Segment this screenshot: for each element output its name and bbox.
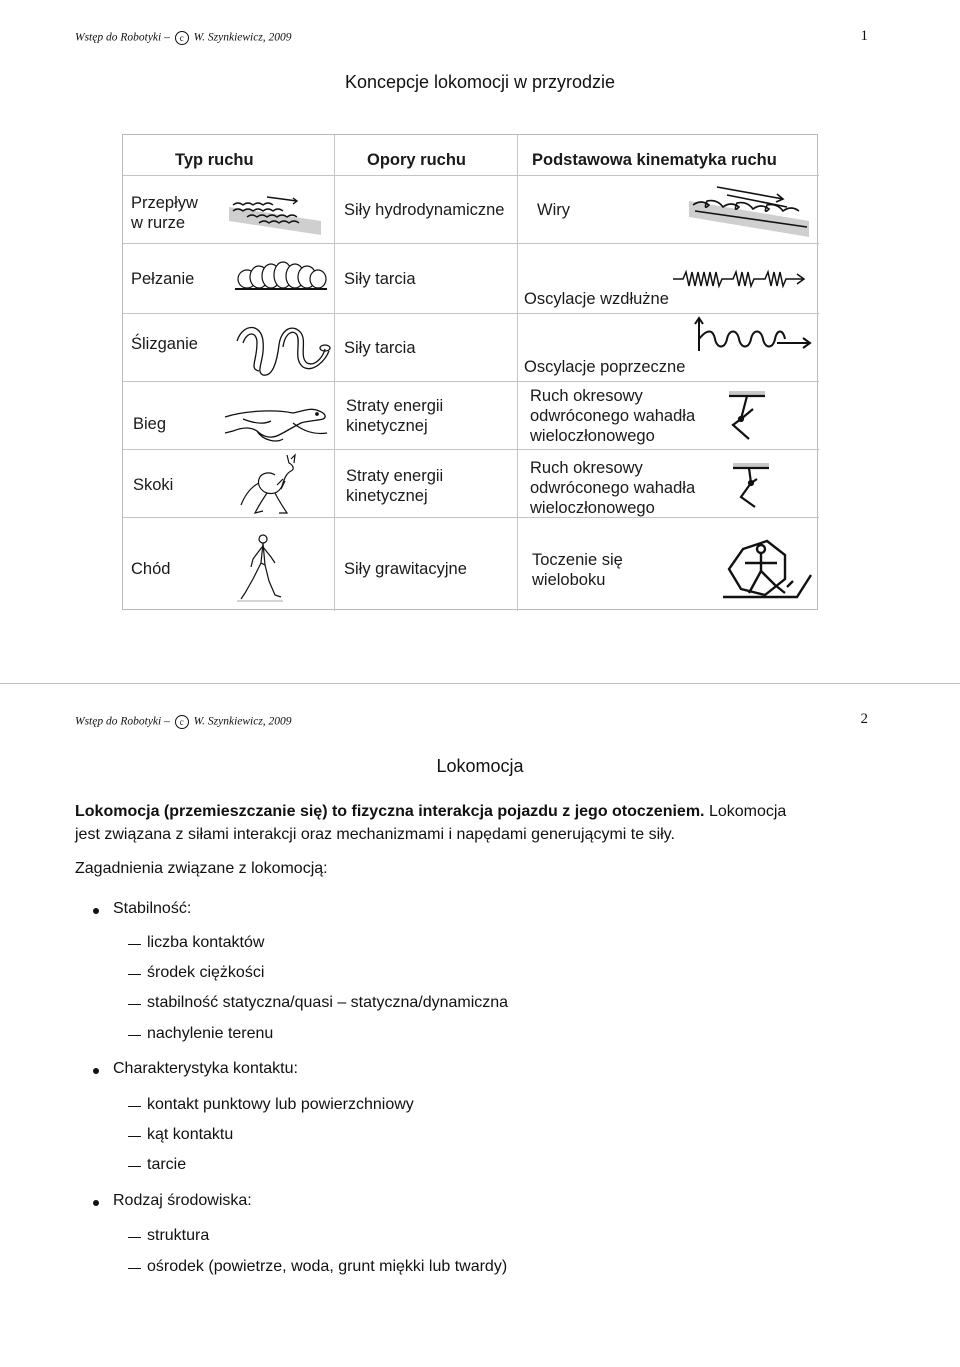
row-run-resistance	[346, 396, 443, 436]
row-flow-type	[131, 193, 198, 233]
header-motion-type: Typ ruchu	[175, 151, 254, 169]
kinematics-line: wieloczłonowego	[530, 427, 655, 445]
definition-bold: Lokomocja (przemieszczanie się) to fizyczna interakcja pojazdu z jego otoczeniem.	[75, 803, 705, 820]
copyright-icon: c	[175, 715, 189, 729]
item-text: kontakt punktowy lub powierzchniowy	[147, 1096, 414, 1113]
intro-paragraph	[75, 800, 875, 846]
inverted-pendulum-icon	[727, 389, 767, 445]
row-walk-kinematics	[532, 550, 623, 590]
section-label: Charakterystyka kontaktu:	[113, 1060, 298, 1077]
section-label: Rodzaj środowiska:	[113, 1192, 252, 1209]
row-run-kinematics	[530, 386, 695, 446]
item-text: nachylenie terenu	[147, 1025, 274, 1042]
jumping-kangaroo-icon	[239, 453, 305, 517]
running-cheetah-icon	[223, 405, 333, 445]
fish-school-icon	[227, 191, 323, 237]
list-item	[128, 1126, 233, 1144]
transverse-wave-icon	[691, 315, 813, 361]
row-crawl-type: Pełzanie	[131, 270, 195, 288]
row-walk-resistance: Siły grawitacyjne	[344, 560, 467, 578]
kinematics-line: Ruch okresowy	[530, 459, 643, 477]
intro-text: jest związana z siłami interakcji oraz mechanizmami i napędami generującymi te siły.	[75, 826, 675, 843]
row-flow-kinematics: Wiry	[537, 201, 570, 219]
item-text: ośrodek (powietrze, woda, grunt miękki lub twardy)	[147, 1258, 508, 1275]
row-jump-type: Skoki	[133, 476, 174, 494]
resistance-line: Straty energii	[346, 397, 444, 415]
list-item	[128, 1096, 414, 1114]
resistance-line: Straty energii	[346, 467, 444, 485]
list-item	[128, 1025, 273, 1043]
row-run-type: Bieg	[133, 415, 167, 433]
list-item	[128, 994, 508, 1012]
kinematics-line: Toczenie się	[532, 551, 623, 569]
kinematics-line: wieloboku	[532, 571, 606, 589]
section-bullet	[93, 900, 191, 918]
slide-2	[0, 684, 960, 1367]
row-crawl-kinematics: Oscylacje wzdłużne	[524, 290, 669, 308]
page-number: 2	[860, 711, 868, 727]
resistance-line: kinetycznej	[346, 487, 428, 505]
row-jump-resistance	[346, 466, 443, 506]
section-label: Stabilność:	[113, 900, 192, 917]
kinematics-line: odwróconego wahadła	[530, 407, 696, 425]
header-kinematics: Podstawowa kinematyka ruchu	[532, 151, 777, 169]
header-resistance: Opory ruchu	[367, 151, 467, 169]
copyright-icon: c	[175, 31, 189, 45]
row-slide-kinematics: Oscylacje poprzeczne	[524, 358, 686, 376]
inverted-pendulum-icon	[731, 461, 771, 511]
header-author: W. Szynkiewicz, 2009	[193, 31, 292, 44]
list-item	[128, 964, 264, 982]
item-text: środek ciężkości	[147, 964, 265, 981]
issues-heading: Zagadnienia związane z lokomocją:	[75, 860, 328, 877]
item-text: struktura	[147, 1227, 210, 1244]
row-slide-type: Ślizganie	[131, 335, 198, 353]
type-line: Przepływ	[131, 194, 198, 212]
kinematics-line: odwróconego wahadła	[530, 479, 696, 497]
longitudinal-spring-icon	[671, 269, 807, 291]
item-text: stabilność statyczna/quasi – statyczna/dynamiczna	[147, 994, 509, 1011]
type-line: w rurze	[131, 214, 186, 232]
header-author: W. Szynkiewicz, 2009	[193, 715, 292, 728]
list-item	[128, 1156, 186, 1174]
page-number: 1	[860, 28, 868, 44]
kinematics-line: wieloczłonowego	[530, 499, 655, 517]
running-header	[75, 31, 292, 45]
item-text: kąt kontaktu	[147, 1126, 234, 1143]
resistance-line: kinetycznej	[346, 417, 428, 435]
section-bullet	[93, 1192, 252, 1210]
row-walk-type: Chód	[131, 560, 171, 578]
intro-text: Lokomocja	[704, 803, 787, 820]
slide-title: Koncepcje lokomocji w przyrodzie	[344, 72, 616, 92]
list-item	[128, 1227, 209, 1245]
row-jump-kinematics	[530, 458, 695, 518]
row-flow-resistance: Siły hydrodynamiczne	[344, 201, 505, 219]
item-text: tarcie	[147, 1156, 187, 1173]
list-item	[128, 1258, 507, 1276]
locomotion-table	[122, 134, 818, 610]
section-bullet	[93, 1060, 298, 1078]
vortex-icon	[687, 181, 811, 239]
row-slide-resistance: Siły tarcia	[344, 339, 416, 357]
header-course: Wstęp do Robotyki –	[75, 715, 170, 728]
rolling-polygon-icon	[721, 535, 813, 603]
row-crawl-resistance: Siły tarcia	[344, 270, 416, 288]
walking-human-icon	[235, 533, 285, 603]
snake-icon	[233, 321, 333, 379]
header-course: Wstęp do Robotyki –	[75, 31, 170, 44]
list-item	[128, 934, 264, 952]
slide-title: Lokomocja	[436, 756, 524, 776]
item-text: liczba kontaktów	[147, 934, 265, 951]
caterpillar-icon	[233, 259, 329, 295]
running-header	[75, 715, 292, 729]
kinematics-line: Ruch okresowy	[530, 387, 643, 405]
